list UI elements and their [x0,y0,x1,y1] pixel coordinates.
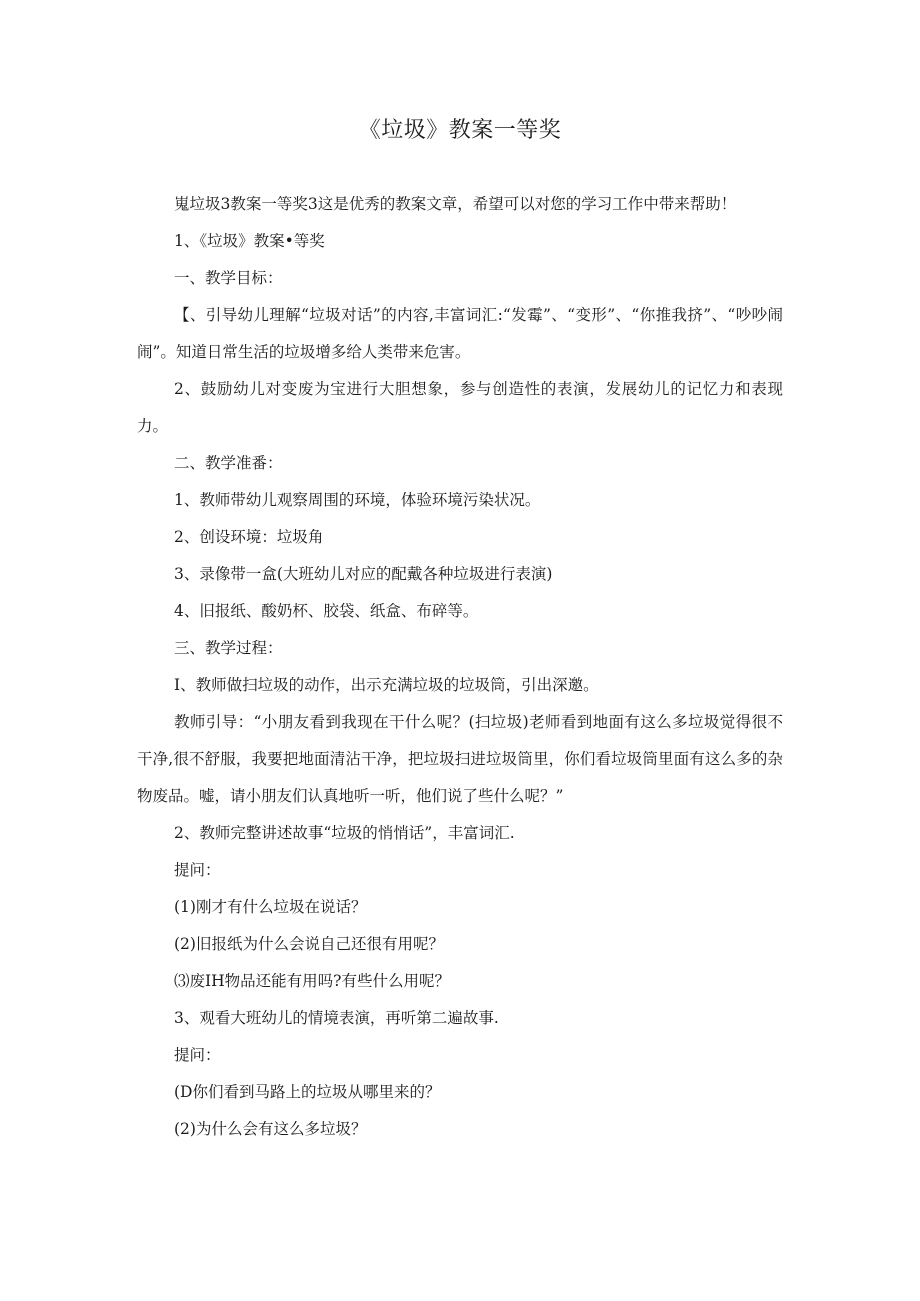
paragraph: 嵬垃圾3教案一等奖3这是优秀的教案文章，希望可以对您的学习工作中带来帮助！ [174,195,737,213]
paragraph: 2、教师完整讲述故事“垃圾的悄悄话”，丰富词汇. [174,824,515,842]
paragraph: 一、教学目标： [174,269,283,287]
paragraph: 1、《垃圾》教案•等奖 [174,232,325,250]
paragraph: I、教师做扫垃圾的动作，出示充满垃圾的垃圾筒，引出深邀。 [174,676,599,694]
paragraph: (D你们看到马路上的垃圾从哪里来的？ [174,1083,441,1101]
paragraph: 教师引导：“小朋友看到我现在干什么呢？(扫垃圾)老师看到地面有这么多垃圾觉得很不干净,很不舒服，我要把地面清沾干净，把垃圾扫进垃圾筒里，你们看垃圾筒里面有这么多的杂物废品。嘘，请小朋友们认真地听一听，他们说了些什么呢？” [137,713,783,805]
paragraph: 三、教学过程： [174,639,283,657]
paragraph: 3、观看大班幼儿的情境表演，再听第二遍故事. [174,1009,499,1027]
paragraph: 3、录像带一盒(大班幼儿对应的配戴各种垃圾进行表演) [174,565,553,583]
paragraph: 4、旧报纸、酸奶杯、胶袋、纸盒、布碎等。 [174,602,479,620]
paragraph: (2)为什么会有这么多垃圾？ [174,1120,367,1138]
paragraph: (2)旧报纸为什么会说自己还很有用呢？ [174,935,444,953]
paragraph: ⑶废IH物品还能有用吗?有些什么用呢？ [174,972,450,990]
paragraph: 二、教学准番： [174,454,283,472]
paragraph: 2、鼓励幼儿对变废为宝进行大胆想象，参与创造性的表演，发展幼儿的记忆力和表现力。 [137,380,783,435]
document-body [137,186,783,1148]
paragraph: 1、教师带幼儿观察周围的环境，体验环境污染状况。 [174,491,541,509]
paragraph: 提问： [174,1046,221,1064]
paragraph: 2、创设环境：垃圾角 [174,528,324,546]
paragraph: 提问： [174,861,221,879]
paragraph: (1)刚才有什么垃圾在说话？ [174,898,367,916]
paragraph: 【、引导幼儿理解“垃圾对话”的内容,丰富词汇:“发霉”、“变形”、“你推我挤”、“吵吵闹闹”。知道日常生活的垃圾增多给人类带来危害。 [137,306,783,361]
document-title: 《垃圾》教案一等奖 [358,118,562,143]
